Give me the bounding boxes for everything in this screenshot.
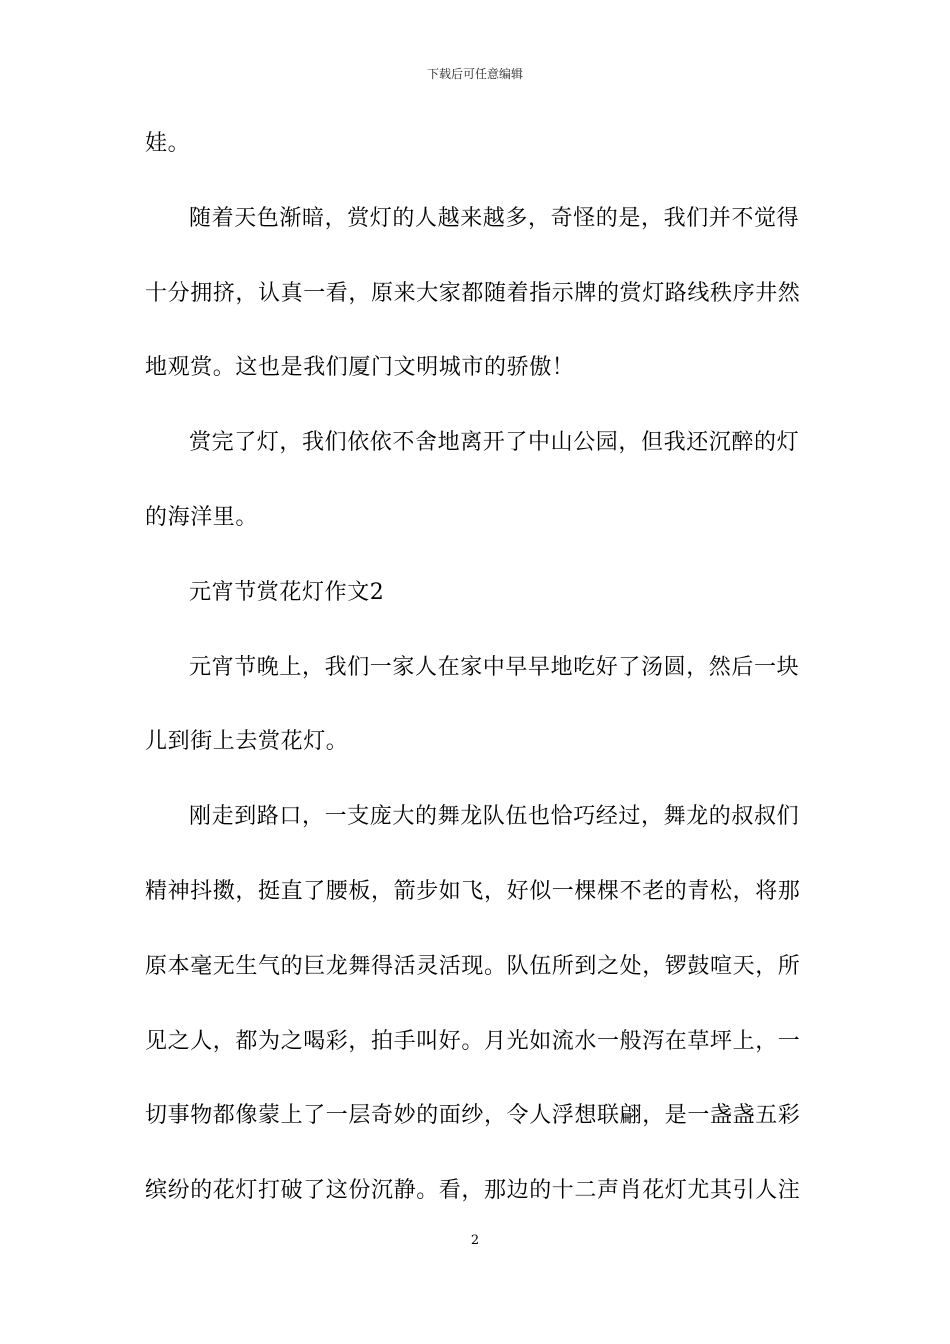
text-line: 精神抖擞，挺直了腰板，箭步如飞，好似一棵棵不老的青松，将那 (145, 878, 801, 904)
text-line: 的海洋里。 (145, 504, 259, 530)
text-line: 原本毫无生气的巨龙舞得活灵活现。队伍所到之处，锣鼓喧天，所 (145, 953, 801, 979)
text-line: 切事物都像蒙上了一层奇妙的面纱，令人浮想联翩，是一盏盏五彩 (145, 1103, 801, 1129)
text-line: 赏完了灯，我们依依不舍地离开了中山公园，但我还沉醉的灯 (189, 430, 800, 456)
section-title: 元宵节赏花灯作文2 (189, 579, 385, 605)
page-number: 2 (470, 1233, 480, 1248)
text-line: 元宵节晚上，我们一家人在家中早早地吃好了汤圆，然后一块 (189, 654, 800, 680)
text-line: 儿到街上去赏花灯。 (145, 729, 349, 755)
document-body (145, 124, 809, 1246)
text-line: 娃。 (145, 131, 191, 156)
page-header: 下载后可任意编辑 (426, 67, 523, 81)
text-line: 见之人，都为之喝彩，拍手叫好。月光如流水一般泻在草坪上，一 (145, 1028, 801, 1054)
text-line: 随着天色渐暗，赏灯的人越来越多，奇怪的是，我们并不觉得 (189, 205, 800, 231)
text-line: 缤纷的花灯打破了这份沉静。看，那边的十二声肖花灯尤其引人注 (145, 1178, 801, 1204)
text-line: 刚走到路口，一支庞大的舞龙队伍也恰巧经过，舞龙的叔叔们 (189, 804, 800, 830)
text-line: 十分拥挤，认真一看，原来大家都随着指示牌的赏灯路线秩序井然 (145, 280, 801, 306)
text-line: 地观赏。这也是我们厦门文明城市的骄傲！ (145, 355, 575, 381)
